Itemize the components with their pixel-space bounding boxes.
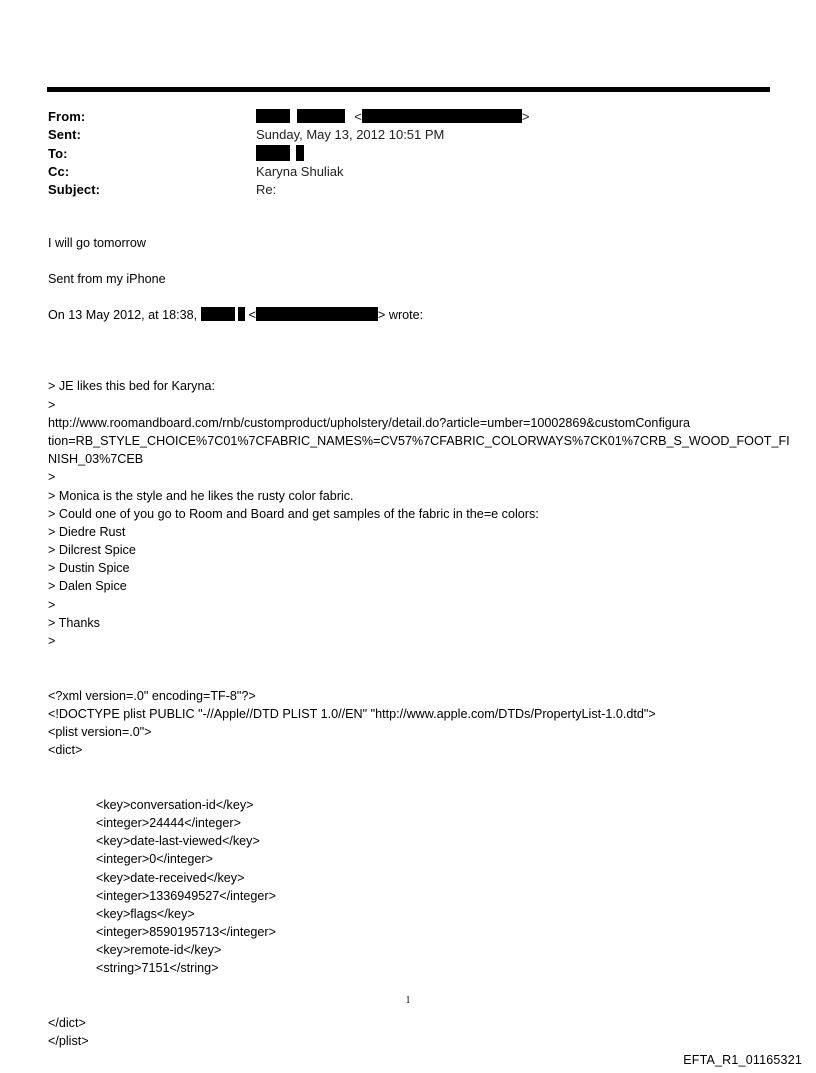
redaction-block — [256, 109, 290, 123]
xml-line: <key>date-received</key> — [96, 870, 245, 885]
sent-label: Sent: — [48, 127, 81, 143]
redaction-block — [238, 307, 245, 321]
signature-line: Sent from my iPhone — [48, 272, 166, 286]
quoted-line: > Dalen Spice — [48, 579, 127, 594]
quoted-line: > — [48, 470, 56, 485]
quoted-line: > Monica is the style and he likes the rusty color fabric. — [48, 488, 354, 503]
subject-label: Subject: — [48, 182, 101, 198]
quote-intro-suffix: > wrote: — [378, 308, 424, 322]
quote-intro-prefix: On 13 May 2012, at 18:38, — [48, 308, 201, 322]
header-divider-rule — [47, 87, 770, 92]
quoted-line: > Dilcrest Spice — [48, 543, 136, 558]
from-label: From: — [48, 109, 86, 124]
quoted-lines — [48, 377, 790, 650]
xml-line: </plist> — [48, 1034, 89, 1049]
to-value — [256, 145, 304, 164]
cc-value: Karyna Shuliak — [256, 163, 344, 179]
xml-line: <?xml version=.0" encoding=TF-8"?> — [48, 688, 256, 703]
xml-line: <!DOCTYPE plist PUBLIC "-//Apple//DTD PLIST 1.0//EN" "http://www.apple.com/DTDs/PropertyList-1.0.dtd"> — [48, 706, 656, 721]
quote-intro-open: < — [248, 308, 256, 322]
from-close-bracket: > — [521, 109, 530, 124]
from-value — [256, 108, 529, 126]
xml-line: <dict> — [48, 743, 83, 758]
cc-label: Cc: — [48, 163, 70, 179]
redaction-block — [362, 109, 522, 123]
xml-line: <key>date-last-viewed</key> — [96, 834, 260, 849]
xml-line: <integer>1336949527</integer> — [96, 888, 276, 903]
quote-intro-line — [48, 306, 423, 324]
quoted-message — [48, 341, 790, 1069]
xml-lines — [48, 687, 790, 760]
quoted-line: NISH_03%7CEB — [48, 452, 144, 467]
quoted-line: > Could one of you go to Room and Board and get samples of the fabric in the=e colors: — [48, 506, 539, 521]
xml-line: <integer>0</integer> — [96, 852, 213, 867]
document-id: EFTA_R1_01165321 — [683, 1053, 802, 1067]
quoted-line: > — [48, 397, 56, 412]
redaction-block — [297, 109, 345, 123]
quoted-line: > — [48, 597, 56, 612]
redaction-block — [256, 145, 290, 161]
quoted-line: > Thanks — [48, 615, 100, 630]
reply-line: I will go tomorrow — [48, 236, 146, 250]
xml-closing-lines — [48, 1014, 790, 1050]
redaction-block — [296, 145, 304, 161]
page-number: 1 — [405, 995, 411, 1006]
quoted-line: tion=RB_STYLE_CHOICE%7C01%7CFABRIC_NAMES%=CV57%7CFABRIC_COLORWAYS%7CK01%7CRB_S_WOOD_FOOT_FI — [48, 433, 790, 448]
subject-value: Re: — [256, 182, 277, 198]
redaction-block — [201, 307, 235, 321]
quoted-line: http://www.roomandboard.com/rnb/customproduct/upholstery/detail.do?article=umber=10002869&customConfigura — [48, 415, 690, 430]
xml-line: <integer>8590195713</integer> — [96, 925, 276, 940]
xml-line: <integer>24444</integer> — [96, 815, 241, 830]
xml-line: <string>7151</string> — [96, 961, 219, 976]
xml-line: <key>flags</key> — [96, 906, 195, 921]
from-open-bracket: < — [354, 109, 362, 124]
xml-line: <key>conversation-id</key> — [96, 797, 254, 812]
redaction-block — [256, 307, 378, 321]
quoted-line: > Diedre Rust — [48, 524, 126, 539]
quoted-line: > — [48, 634, 56, 649]
xml-indented-lines — [48, 796, 790, 978]
xml-line: </dict> — [48, 1016, 86, 1031]
quoted-line: > Dustin Spice — [48, 561, 130, 576]
to-label: To: — [48, 145, 68, 161]
sent-value: Sunday, May 13, 2012 10:51 PM — [256, 127, 445, 143]
xml-line: <key>remote-id</key> — [96, 943, 222, 958]
xml-line: <plist version=.0"> — [48, 725, 152, 739]
quoted-line: > JE likes this bed for Karyna: — [48, 379, 215, 394]
